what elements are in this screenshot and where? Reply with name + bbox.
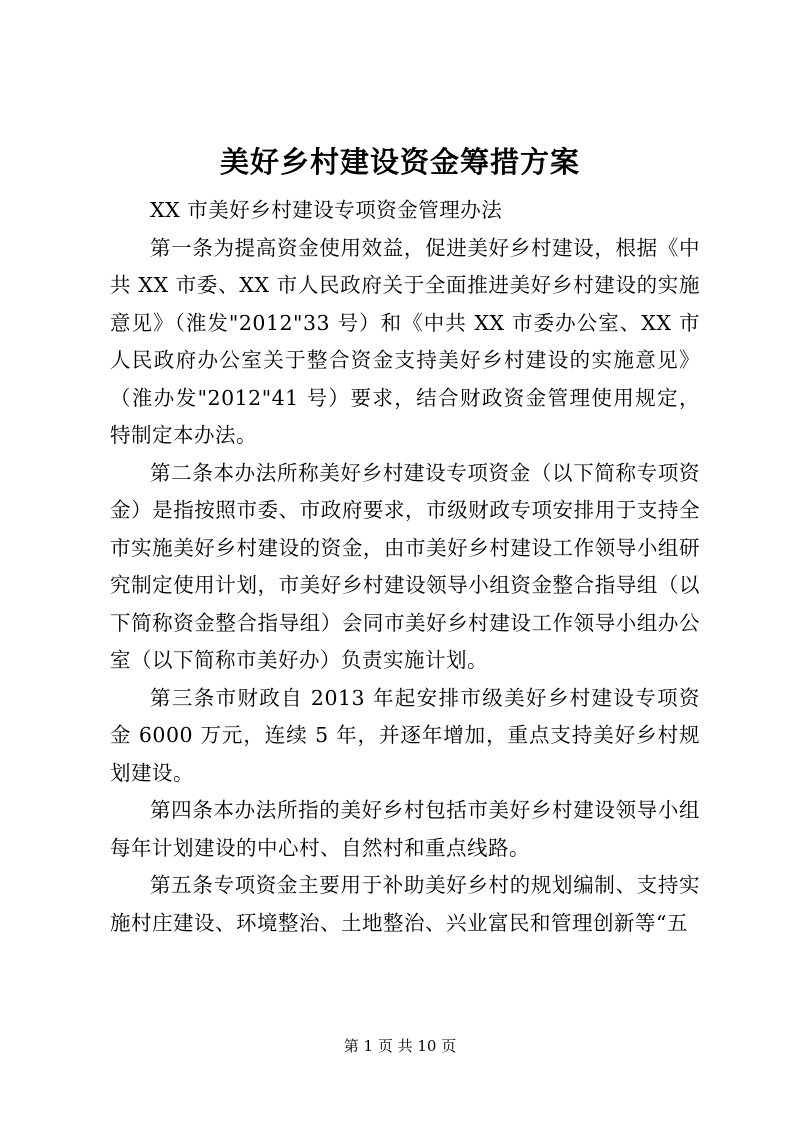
document-subtitle: XX 市美好乡村建设专项资金管理办法 (150, 198, 503, 222)
article-5-paragraph: 第五条专项资金主要用于补助美好乡村的规划编制、支持实施村庄建设、环境整治、土地整治、兴业富民和管理创新等“五 (110, 873, 700, 935)
article-2-paragraph: 第二条本办法所称美好乡村建设专项资金（以下简称专项资金）是指按照市委、市政府要求，市级财政专项安排用于支持全市实施美好乡村建设的资金，由市美好乡村建设工作领导小组研究制定使用计划，市美好乡村建设领导小组资金整合指导组（以下简称资金整合指导组）会同市美好乡村建设工作领导小组办公室（以下简称市美好办）负责实施计划。 (110, 460, 700, 672)
article-3-paragraph: 第三条市财政自 2013 年起安排市级美好乡村建设专项资金 6000 万元，连续 5 年，并逐年增加，重点支持美好乡村规划建设。 (110, 685, 700, 785)
document-body (110, 192, 700, 942)
article-1-paragraph: 第一条为提高资金使用效益，促进美好乡村建设，根据《中共 XX 市委、XX 市人民政府关于全面推进美好乡村建设的实施意见》（淮发"2012"33 号）和《中共 XX 市委办公室、XX 市人民政府办公室关于整合资金支持美好乡村建设的实施意见》（淮办发"2012"41 号）要求，结合财政资金管理使用规定，特制定本办法。 (110, 235, 700, 447)
article-4-paragraph: 第四条本办法所指的美好乡村包括市美好乡村建设领导小组每年计划建设的中心村、自然村和重点线路。 (110, 798, 700, 860)
document-title: 美好乡村建设资金筹措方案 (219, 145, 580, 179)
page-footer: 第 1 页 共 10 页 (343, 1037, 457, 1055)
